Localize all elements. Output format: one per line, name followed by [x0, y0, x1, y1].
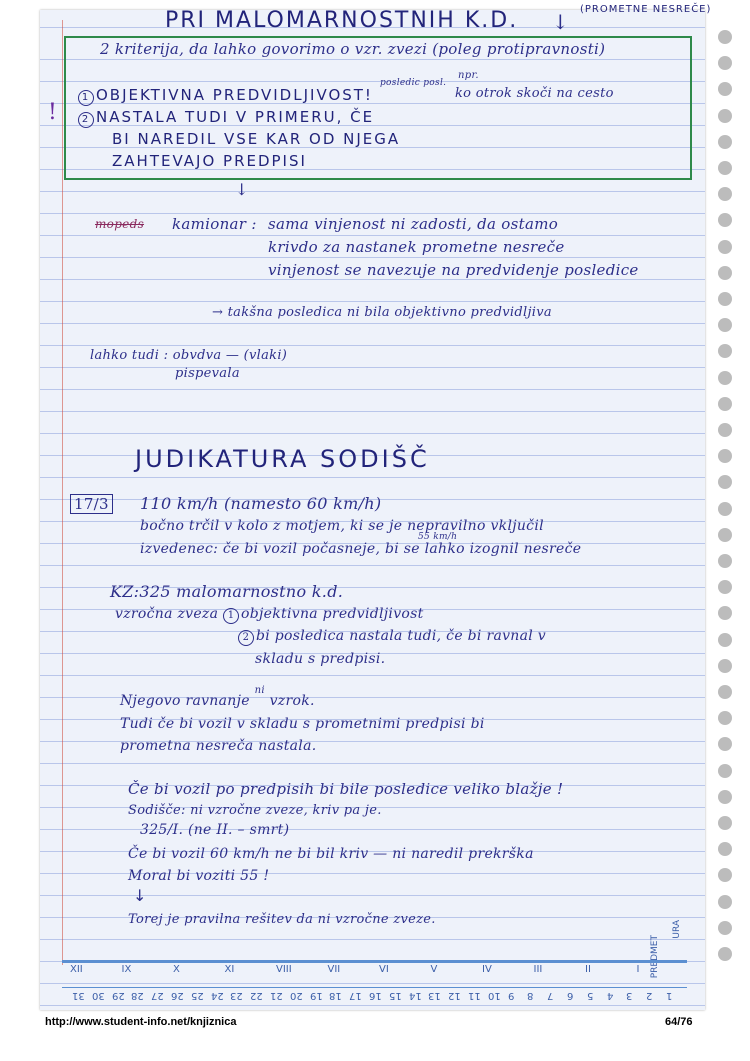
binding-hole — [718, 764, 732, 778]
timetable-ruler — [62, 960, 687, 1008]
binding-hole — [718, 895, 732, 909]
ura-label: URA — [672, 920, 682, 939]
kz-line-2-b: objektivna predvidljivost — [241, 606, 424, 622]
kz-line-2 — [115, 606, 424, 624]
binding-hole — [718, 56, 732, 70]
binding-hole — [718, 528, 732, 542]
lahko-line-2: pispevala — [175, 366, 240, 381]
day-number: 14 — [408, 990, 422, 1001]
day-number: 1 — [666, 990, 673, 1001]
binding-hole — [718, 921, 732, 935]
binding-hole — [718, 240, 732, 254]
binding-hole — [718, 868, 732, 882]
day-number: 25 — [190, 990, 204, 1001]
day-number: 24 — [210, 990, 224, 1001]
day-number: 18 — [329, 990, 343, 1001]
day-number: 5 — [586, 990, 594, 1001]
ce-line-5: Moral bi voziti 55 ! — [128, 868, 270, 884]
binding-hole — [718, 371, 732, 385]
binding-hole — [718, 633, 732, 647]
binding-hole — [718, 685, 732, 699]
day-number: 2 — [646, 990, 653, 1001]
lahko-line-1: lahko tudi : obvdva — (vlaki) — [90, 348, 288, 363]
criterion-2-line-1: NASTALA TUDI V PRIMERU, ČE — [96, 108, 375, 126]
criterion-2-line-2: BI NAREDIL VSE KAR OD NJEGA — [112, 130, 401, 148]
day-number: 21 — [270, 990, 283, 1001]
ce-line-1: Če bi vozil po predpisih bi bile posledice veliko blažje ! — [128, 780, 564, 798]
day-number: 12 — [448, 990, 461, 1001]
day-number: 16 — [369, 990, 382, 1001]
binding-hole — [718, 475, 732, 489]
day-number: 7 — [547, 990, 554, 1001]
njegovo-line-1 — [120, 685, 315, 709]
day-number: 20 — [289, 990, 303, 1001]
day-number: 27 — [151, 990, 164, 1001]
roman-numeral: II — [585, 964, 591, 975]
binding-hole — [718, 711, 732, 725]
day-number: 26 — [171, 990, 184, 1001]
binding-hole — [718, 423, 732, 437]
binding-hole — [718, 109, 732, 123]
roman-numeral: VI — [379, 964, 389, 975]
criterion-1-example: ko otrok skoči na cesto — [455, 86, 614, 101]
criterion-1 — [78, 86, 373, 106]
case-line-1: 110 km/h (namesto 60 km/h) — [140, 494, 382, 513]
kamion-line-3: vinjenost se navezuje na predvidenje posledice — [268, 261, 639, 279]
circle-number: 2 — [238, 630, 254, 646]
day-number: 23 — [230, 990, 244, 1001]
roman-numeral: III — [533, 964, 543, 975]
njegovo-line-1-b: vzrok. — [269, 693, 315, 709]
njegovo-line-1-a: Njegovo ravnanje — [120, 693, 250, 709]
binding-hole — [718, 502, 732, 516]
day-number: 11 — [468, 990, 481, 1001]
title-note: (PROMETNE NESREČE) — [580, 4, 712, 15]
binding-hole — [718, 659, 732, 673]
binding-hole — [718, 737, 732, 751]
roman-numeral: VIII — [276, 964, 292, 975]
criterion-1-text: OBJEKTIVNA PREDVIDLJIVOST! — [96, 86, 373, 104]
kamion-line-1: sama vinjenost ni zadosti, da ostamo — [268, 215, 559, 233]
case-line-2: bočno trčil v kolo z motjem, ki se je nepravilno vključil — [140, 518, 544, 534]
binding-hole — [718, 187, 732, 201]
njegovo-line-2: Tudi če bi vozil v skladu s prometnimi predpisi bi — [120, 716, 485, 732]
day-number: 6 — [567, 990, 574, 1001]
roman-numeral: V — [430, 964, 438, 975]
exclamation-mark: ! — [48, 100, 58, 125]
binding-hole — [718, 161, 732, 175]
day-number: 22 — [250, 990, 263, 1001]
page-title: PRI MALOMARNOSTNIH K.D. — [165, 8, 519, 33]
binding-hole — [718, 554, 732, 568]
roman-numeral: X — [173, 964, 180, 975]
page-number: 64/76 — [665, 1016, 693, 1028]
day-number: 4 — [606, 990, 613, 1001]
ce-line-2: Sodišče: ni vzročne zveze, kriv pa je. — [128, 803, 382, 818]
day-number: 3 — [626, 990, 633, 1001]
binding-hole — [718, 292, 732, 306]
circle-number: 2 — [78, 112, 94, 128]
day-number: 13 — [428, 990, 442, 1001]
day-number: 17 — [349, 990, 362, 1001]
down-arrow: ↓ — [235, 180, 249, 199]
footer-url[interactable]: http://www.student-info.net/knjiznica — [45, 1016, 237, 1028]
roman-numeral: XII — [70, 964, 83, 975]
crossed-word: mopeds — [95, 217, 145, 231]
day-number: 28 — [131, 990, 145, 1001]
criterion-2 — [78, 108, 374, 128]
binding-hole — [718, 580, 732, 594]
njegovo-line-3: prometna nesreča nastala. — [120, 738, 317, 754]
binding-hole — [718, 135, 732, 149]
binding-hole — [718, 344, 732, 358]
title-arrow: ↓ — [552, 10, 570, 34]
roman-numeral: I — [636, 964, 640, 975]
section-heading: JUDIKATURA SODIŠČ — [135, 445, 430, 473]
binding-hole — [718, 842, 732, 856]
kz-line-3 — [238, 628, 546, 646]
binding-hole — [718, 397, 732, 411]
njegovo-ni: ni — [254, 685, 265, 696]
binding-hole — [718, 82, 732, 96]
binding-hole — [718, 30, 732, 44]
binding-hole — [718, 816, 732, 830]
ce-line-4: Če bi vozil 60 km/h ne bi bil kriv — ni naredil prekrška — [128, 846, 534, 862]
circle-number: 1 — [223, 608, 239, 624]
margin-line — [62, 20, 63, 965]
binding-hole — [718, 449, 732, 463]
npr-label: npr. — [458, 70, 479, 81]
roman-numeral: IV — [482, 964, 492, 975]
kamion-label: kamionar : — [172, 215, 257, 233]
binding-hole — [718, 606, 732, 620]
binding-holes — [718, 30, 740, 970]
speed-note: 55 km/h — [418, 532, 458, 542]
kamion-line-4: → takšna posledica ni bila objektivno predvidljiva — [212, 305, 552, 320]
case-line-3: izvedenec: če bi vozil počasneje, bi se lahko izognil nesreče — [140, 541, 582, 557]
binding-hole — [718, 213, 732, 227]
binding-hole — [718, 266, 732, 280]
kz-line-3-text: bi posledica nastala tudi, če bi ravnal v — [256, 628, 546, 644]
roman-numeral: IX — [121, 964, 132, 975]
ce-line-3: 325/I. (ne II. – smrt) — [140, 822, 290, 838]
kz-line-2-a: vzročna zveza — [115, 606, 219, 622]
binding-hole — [718, 790, 732, 804]
binding-hole — [718, 947, 732, 961]
criterion-2-line-3: ZAHTEVAJO PREDPISI — [112, 152, 307, 170]
day-number: 10 — [487, 990, 501, 1001]
kamion-line-2: krivdo za nastanek prometne nesreče — [268, 238, 565, 256]
day-number: 31 — [72, 990, 85, 1001]
predmet-label: PREDMET — [650, 935, 660, 979]
kz-line-1: KZ:325 malomarnostno k.d. — [110, 582, 344, 601]
ruler-band — [62, 960, 687, 988]
day-number: 19 — [309, 990, 323, 1001]
ce-line-6: Torej je pravilna rešitev da ni vzročne zveze. — [128, 912, 436, 927]
down-arrow-small: ↓ — [133, 886, 147, 905]
day-number: 8 — [527, 990, 534, 1001]
day-number: 15 — [388, 990, 402, 1001]
small-note: posledic posl. — [380, 78, 447, 88]
day-number: 9 — [507, 990, 514, 1001]
criteria-intro: 2 kriterija, da lahko govorimo o vzr. zvezi (poleg protipravnosti) — [100, 40, 606, 58]
case-reference: 17/3 — [70, 494, 113, 514]
day-number: 29 — [111, 990, 125, 1001]
roman-numeral: XI — [224, 964, 235, 975]
roman-numeral: VII — [327, 964, 341, 975]
kz-line-4: skladu s predpisi. — [255, 651, 386, 667]
circle-number: 1 — [78, 90, 94, 106]
binding-hole — [718, 318, 732, 332]
day-number: 30 — [91, 990, 105, 1001]
